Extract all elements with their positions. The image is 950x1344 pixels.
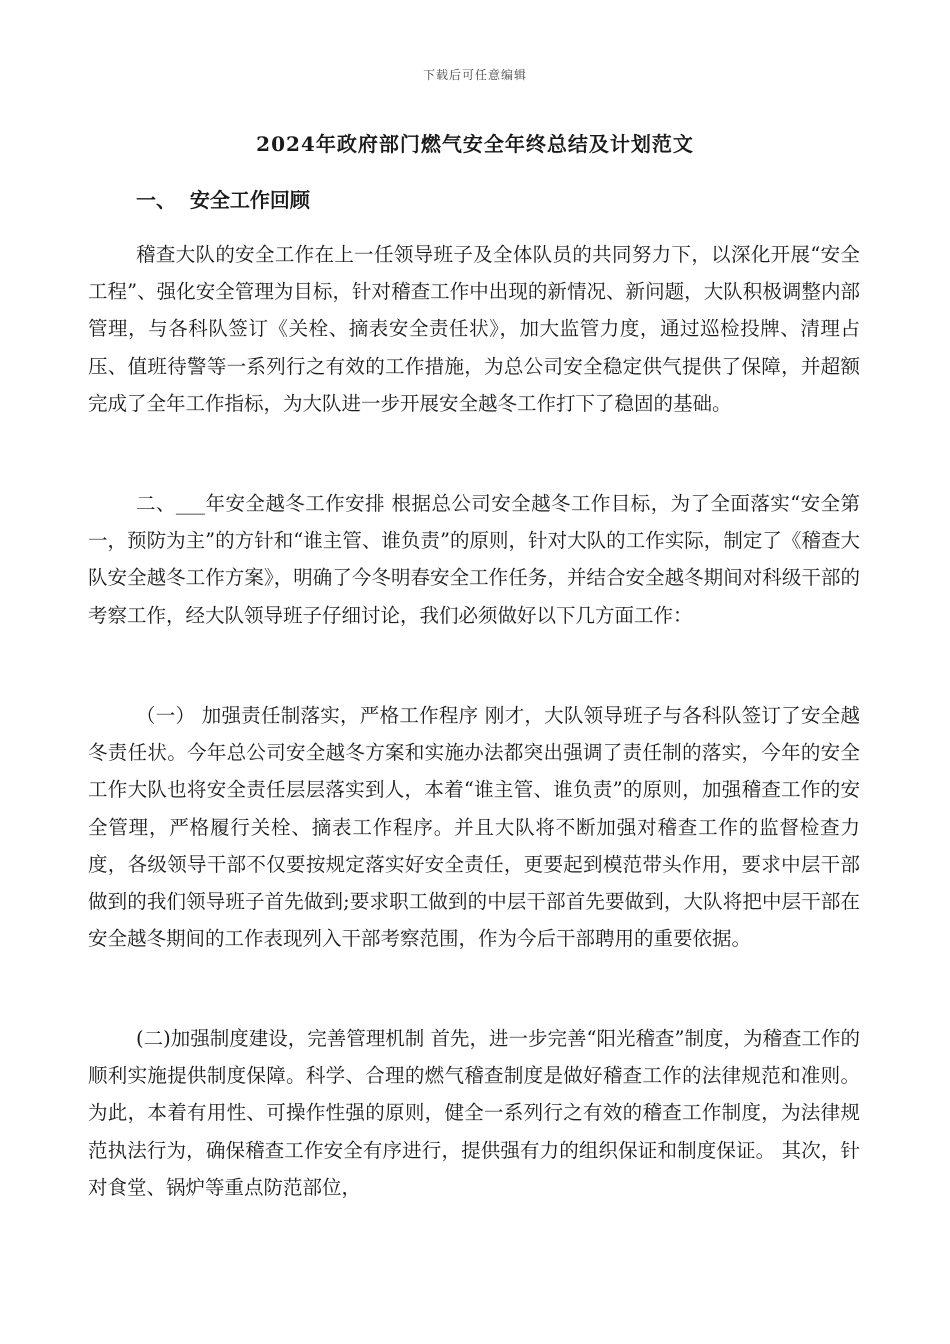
paragraph-safety-review: 稽查大队的安全工作在上一任领导班子及全体队员的共同努力下，以深化开展“安全工程”、强化安全管理为目标，针对稽查工作中出现的新情况、新问题，大队积极调整内部管理，与各科队签订《关栓、摘表安全责任状》，加大监管力度，通过巡检投牌、清理占压、值班待警等一系列行之有效的工作措施，为总公司安全稳定供气提供了保障，并超额完成了全年工作指标，为大队进一步开展安全越冬工作打下了稳固的基础。	[88, 243, 860, 415]
paragraph-responsibility: （一） 加强责任制落实，严格工作程序 刚才，大队领导班子与各科队签订了安全越冬责任状。今年总公司安全越冬方案和实施办法都突出强调了责任制的落实，今年的安全工作大队也将安全责任层层落实到人，本着“谁主管、谁负责”的原则，加强稽查工作的安全管理，严格履行关栓、摘表工作程序。并且大队将不断加强对稽查工作的监督检查力度，各级领导干部不仅要按规定落实好安全责任，更要起到模范带头作用，要求中层干部做到的我们领导班子首先做到;要求职工做到的中层干部首先要做到，大队将把中层干部在安全越冬期间的工作表现列入干部考察范围，作为今后干部聘用的重要依据。	[88, 704, 860, 951]
document-title: 2024年政府部门燃气安全年终总结及计划范文	[256, 132, 694, 156]
paragraph-winter-plan: 二、___年安全越冬工作安排 根据总公司安全越冬工作目标，为了全面落实“安全第一，预防为主”的方针和“谁主管、谁负责”的原则，针对大队的工作实际，制定了《稽查大队安全越冬工作方案》，明确了今冬明春安全工作任务，并结合安全越冬期间对科级干部的考察工作，经大队领导班子仔细讨论，我们必须做好以下几方面工作：	[88, 492, 860, 627]
paragraph-system-building: (二)加强制度建设，完善管理机制 首先，进一步完善“阳光稽查”制度，为稽查工作的顺利实施提供制度保障。科学、合理的燃气稽查制度是做好稽查工作的法律规范和准则。为此，本着有用性、可操作性强的原则，健全一系列行之有效的稽查工作制度，为法律规范执法行为，确保稽查工作安全有序进行，提供强有力的组织保证和制度保证。 其次，针对食堂、锅炉等重点防范部位，	[88, 1027, 860, 1199]
header-note: 下载后可任意编辑	[422, 68, 527, 82]
section-heading: 一、 安全工作回顾	[136, 188, 310, 212]
